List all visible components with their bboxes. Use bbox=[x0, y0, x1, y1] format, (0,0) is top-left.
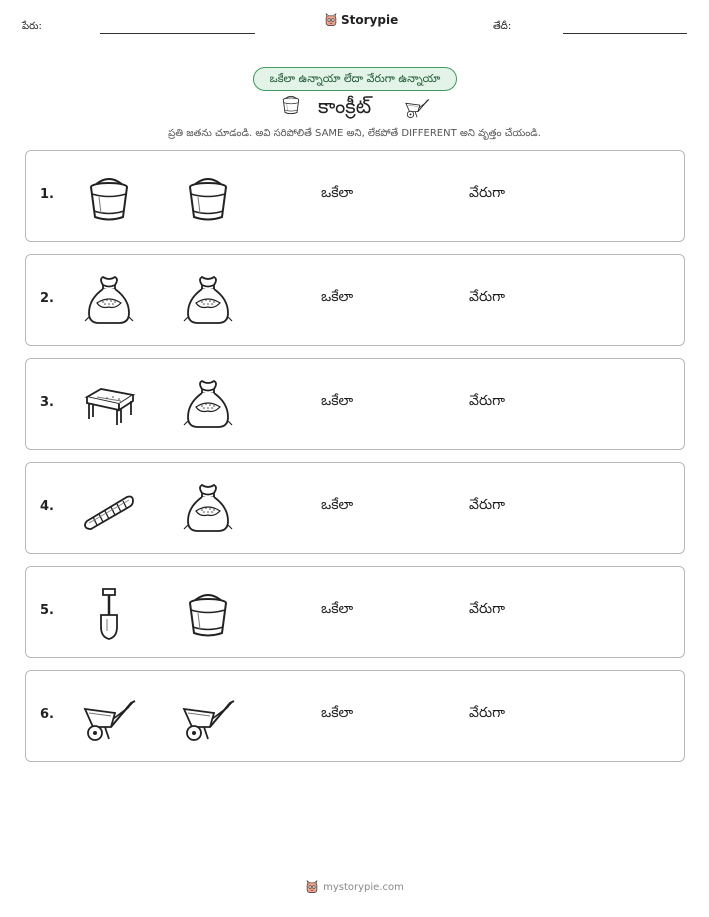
bucket-icon bbox=[279, 92, 303, 116]
question-row bbox=[25, 150, 685, 242]
sand-bag-icon bbox=[180, 481, 236, 537]
different-option[interactable]: వేరుగా bbox=[469, 497, 505, 513]
same-option[interactable]: ఒకేలా bbox=[321, 705, 354, 721]
different-option[interactable]: వేరుగా bbox=[469, 185, 505, 201]
sand-bag-icon bbox=[180, 377, 236, 433]
question-number: 3. bbox=[40, 395, 54, 410]
question-row bbox=[25, 670, 685, 762]
same-option[interactable]: ఒకేలా bbox=[321, 185, 354, 201]
bucket-icon bbox=[180, 585, 236, 641]
page-title: కాంక్రీట్ bbox=[318, 94, 372, 118]
wheelbarrow-icon bbox=[81, 689, 137, 745]
different-option[interactable]: వేరుగా bbox=[469, 393, 505, 409]
same-option[interactable]: ఒకేలా bbox=[321, 497, 354, 513]
footer-url[interactable]: mystorypie.com bbox=[323, 881, 404, 893]
mascot-icon bbox=[305, 880, 319, 894]
rebar-icon bbox=[81, 481, 137, 537]
footer bbox=[0, 880, 709, 894]
different-option[interactable]: వేరుగా bbox=[469, 705, 505, 721]
question-number: 4. bbox=[40, 499, 54, 514]
question-number: 1. bbox=[40, 187, 54, 202]
same-option[interactable]: ఒకేలా bbox=[321, 289, 354, 305]
brand-name: Storypie bbox=[341, 13, 399, 27]
question-number: 2. bbox=[40, 291, 54, 306]
question-row bbox=[25, 254, 685, 346]
wheelbarrow-icon bbox=[180, 689, 236, 745]
sand-bag-icon bbox=[81, 273, 137, 329]
question-number: 6. bbox=[40, 707, 54, 722]
title-row bbox=[0, 92, 709, 124]
wheelbarrow-icon bbox=[400, 94, 434, 120]
name-label: పేరు: bbox=[22, 21, 42, 32]
bucket-icon bbox=[81, 169, 137, 225]
different-option[interactable]: వేరుగా bbox=[469, 601, 505, 617]
question-row bbox=[25, 358, 685, 450]
same-option[interactable]: ఒకేలా bbox=[321, 601, 354, 617]
question-row bbox=[25, 566, 685, 658]
bucket-icon bbox=[180, 169, 236, 225]
same-option[interactable]: ఒకేలా bbox=[321, 393, 354, 409]
question-number: 5. bbox=[40, 603, 54, 618]
mortar-tray-icon bbox=[81, 377, 137, 433]
question-row bbox=[25, 462, 685, 554]
name-line[interactable] bbox=[100, 33, 255, 34]
mascot-icon bbox=[324, 13, 338, 27]
date-label: తేదీ: bbox=[493, 21, 512, 32]
instructions: ప్రతి జతను చూడండి. అవి సరిపోలితే SAME అని, లేకపోతే DIFFERENT అని వృత్తం చేయండి. bbox=[168, 128, 541, 139]
brand-logo bbox=[324, 13, 398, 27]
sand-bag-icon bbox=[180, 273, 236, 329]
topic-badge: ఒకేలా ఉన్నాయా లేదా వేరుగా ఉన్నాయా bbox=[253, 67, 457, 91]
shovel-icon bbox=[81, 585, 137, 641]
different-option[interactable]: వేరుగా bbox=[469, 289, 505, 305]
date-line[interactable] bbox=[563, 33, 687, 34]
